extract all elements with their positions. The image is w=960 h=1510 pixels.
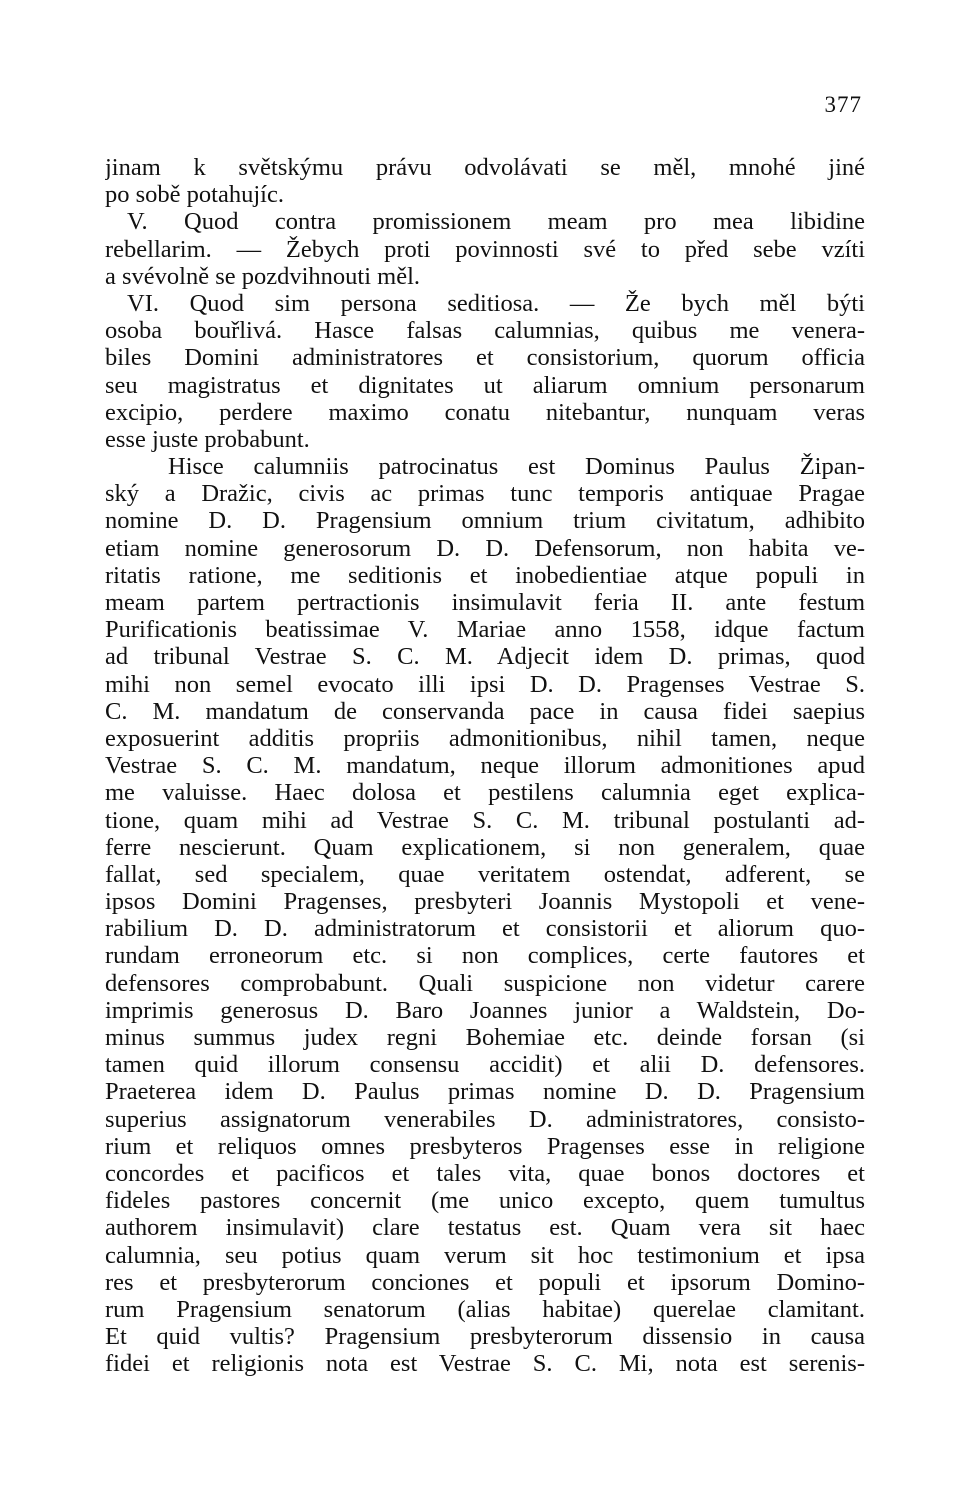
text-line: defensores comprobabunt. Quali suspicione non videtur carere — [105, 969, 865, 997]
text-line: tione, quam mihi ad Vestrae S. C. M. tribunal postulanti ad- — [105, 806, 865, 834]
text-line: etiam nomine generosorum D. D. Defensorum, non habita ve- — [105, 534, 865, 562]
text-line: exposuerint additis propriis admonitionibus, nihil tamen, neque — [105, 724, 865, 752]
text-line: Et quid vultis? Pragensium presbyterorum dissensio in causa — [105, 1323, 865, 1351]
text-line: meam partem pertractionis insimulavit feria II. ante festum — [105, 589, 865, 616]
text-line: jinam k světskýmu právu odvolávati se měl, mnohé jiné — [105, 154, 865, 181]
text-line: res et presbyterorum conciones et populi et ipsorum Domino- — [105, 1268, 865, 1296]
text-line: biles Domini administratores et consistorium, quorum officia — [105, 344, 865, 372]
text-line: osoba bouřlivá. Hasce falsas calumnias, quibus me venera- — [105, 317, 865, 345]
text-line: po sobě potahujíc. — [105, 181, 284, 209]
text-line: esse juste probabunt. — [105, 425, 310, 453]
text-line: fidei et religionis nota est Vestrae S. C. Mi, nota est serenis- — [105, 1350, 865, 1378]
text-line: Vestrae S. C. M. mandatum, neque illorum admonitiones apud — [105, 752, 865, 780]
text-line: rundam erroneorum etc. si non complices, certe fautores et — [105, 942, 865, 970]
text-line: V. Quod contra promissionem meam pro mea libidine — [127, 208, 865, 236]
text-line: Praeterea idem D. Paulus primas nomine D. D. Pragensium — [105, 1078, 865, 1106]
text-line: Hisce calumniis patrocinatus est Dominus Paulus Žipan- — [168, 453, 865, 481]
text-line: nomine D. D. Pragensium omnium trium civitatum, adhibito — [105, 507, 865, 535]
text-line: Purificationis beatissimae V. Mariae anno 1558, idque factum — [105, 616, 865, 644]
page-number: 377 — [824, 92, 862, 117]
text-line: rebellarim. — Žebych proti povinnosti své to před sebe vzíti — [105, 235, 865, 263]
text-line: fallat, sed specialem, quae veritatem ostendat, adferent, se — [105, 860, 865, 888]
text-line: tamen quid illorum consensu accidit) et alii D. defensores. — [105, 1051, 865, 1079]
text-line: calumnia, seu potius quam verum sit hoc testimonium et ipsa — [105, 1241, 865, 1269]
text-line: excipio, perdere maximo conatu nitebantur, nunquam veras — [105, 398, 865, 426]
body-text — [105, 154, 865, 1377]
text-line: rum Pragensium senatorum (alias habitae) querelae clamitant. — [105, 1295, 865, 1323]
text-line: superius assignatorum venerabiles D. administratores, consisto- — [105, 1105, 865, 1133]
text-line: seu magistratus et dignitates ut aliarum omnium personarum — [105, 371, 865, 399]
text-line: VI. Quod sim persona seditiosa. — Že bych měl býti — [127, 289, 865, 317]
text-line: authorem insimulavit) clare testatus est. Quam vera sit haec — [105, 1214, 865, 1242]
text-line: ad tribunal Vestrae S. C. M. Adjecit idem D. primas, quod — [105, 643, 865, 671]
text-line: rabilium D. D. administratorum et consistorii et aliorum quo- — [105, 915, 865, 943]
text-line: ferre nescierunt. Quam explicationem, si non generalem, quae — [105, 833, 865, 861]
text-line: concordes et pacificos et tales vita, quae bonos doctores et — [105, 1159, 865, 1187]
text-line: ský a Dražic, civis ac primas tunc temporis antiquae Pragae — [105, 480, 865, 508]
text-line: mihi non semel evocato illi ipsi D. D. Pragenses Vestrae S. — [105, 670, 865, 698]
text-line: ritatis ratione, me seditionis et inobedientiae atque populi in — [105, 561, 865, 589]
text-line: imprimis generosus D. Baro Joannes junior a Waldstein, Do- — [105, 996, 865, 1024]
text-line: fideles pastores concernit (me unico excepto, quem tumultus — [105, 1187, 865, 1215]
text-line: rium et reliquos omnes presbyteros Pragenses esse in religione — [105, 1132, 865, 1160]
text-line: C. M. mandatum de conservanda pace in causa fidei saepius — [105, 697, 865, 725]
text-line: ipsos Domini Pragenses, presbyteri Joannis Mystopoli et vene- — [105, 888, 865, 916]
text-line: me valuisse. Haec dolosa et pestilens calumnia eget explica- — [105, 779, 865, 807]
text-line: minus summus judex regni Bohemiae etc. deinde forsan (si — [105, 1024, 865, 1051]
text-line: a svévolně se pozdvihnouti měl. — [105, 262, 421, 290]
